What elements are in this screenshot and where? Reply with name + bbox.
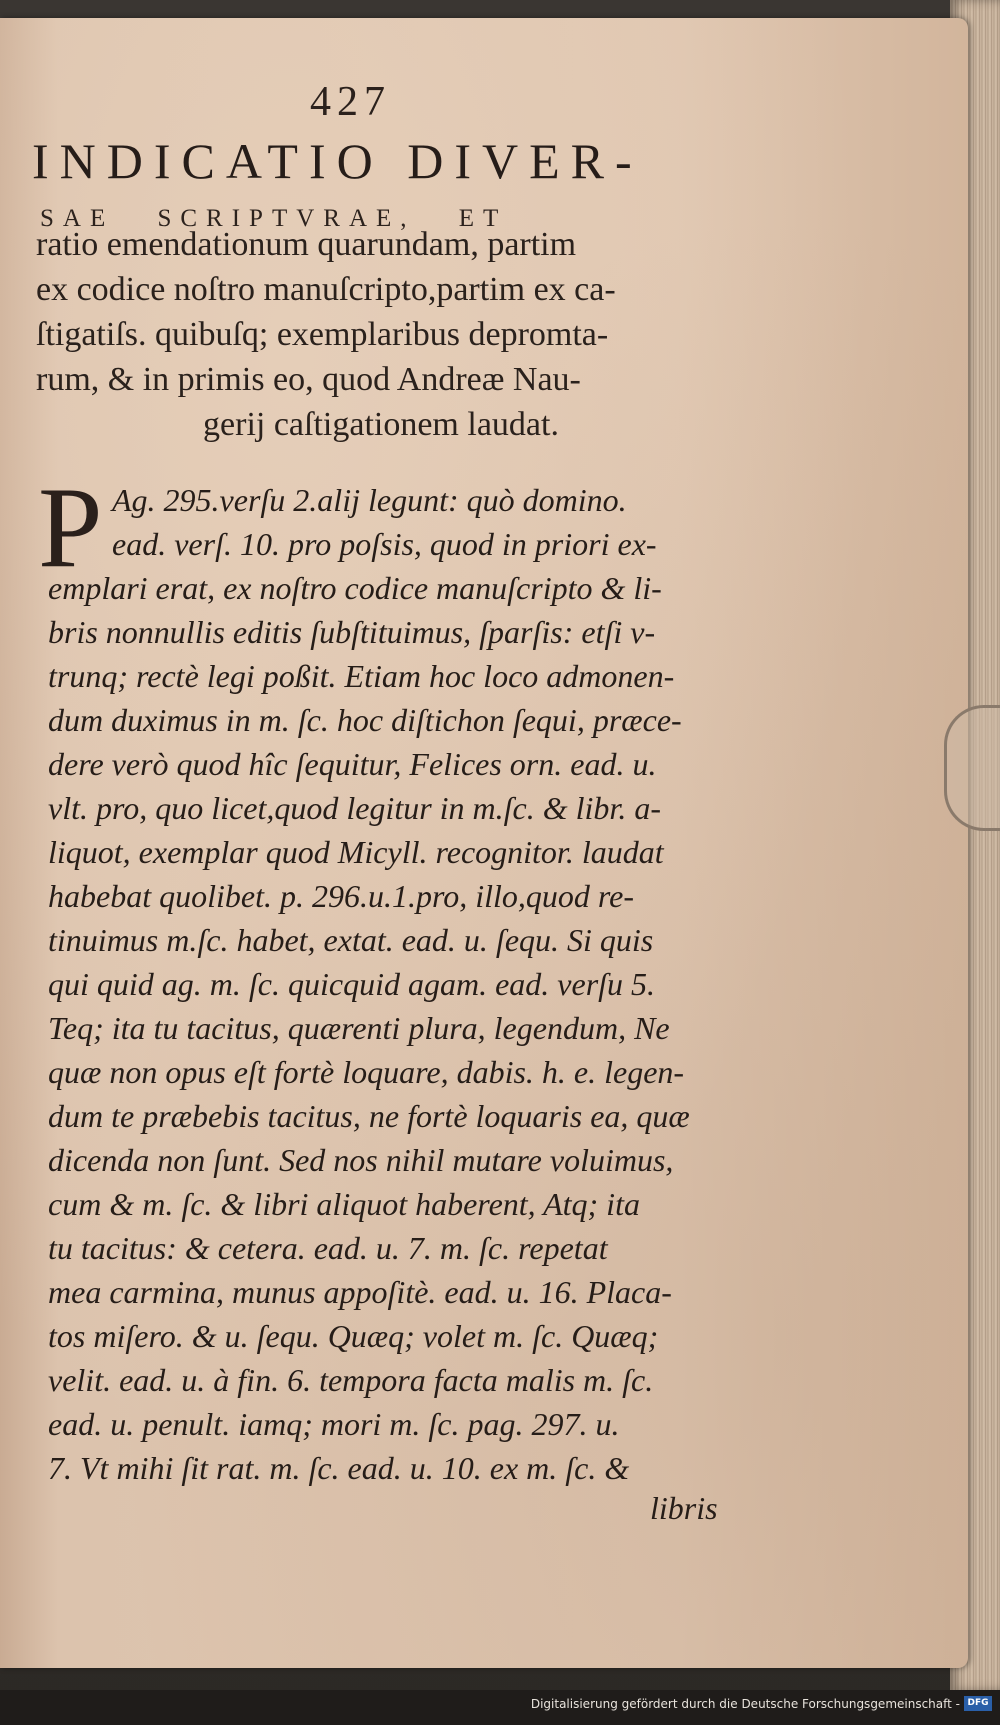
intro-line: ſtigatiſs. quibuſq; exemplaribus depromta- [36, 316, 609, 353]
page-clip [944, 705, 1000, 831]
body-line: mea carmina, munus appoſitè. ead. u. 16. Placa- [48, 1274, 672, 1310]
body-line: vlt. pro, quo licet,quod legitur in m.ſc. & libr. a- [48, 790, 661, 826]
body-line: cum & m. ſc. & libri aliquot haberent, Atq; ita [48, 1186, 640, 1222]
body-line: dum duximus in m. ſc. hoc diſtichon ſequi, præce- [48, 702, 682, 738]
section-heading-line-1: INDICATIO DIVER- [32, 133, 643, 189]
dfg-logo: DFG [964, 1696, 992, 1711]
body-line: liquot, exemplar quod Micyll. recognitor. laudat [48, 834, 664, 870]
body-line: emplari erat, ex noſtro codice manuſcripto & li- [48, 570, 662, 606]
catchword: libris [650, 1490, 718, 1526]
body-line: velit. ead. u. à fin. 6. tempora facta malis m. ſc. [48, 1362, 654, 1398]
body-line: dere verò quod hîc ſequitur, Felices orn. ead. u. [48, 746, 657, 782]
drop-cap-initial: P [38, 464, 103, 592]
funding-credit: Digitalisierung gefördert durch die Deutsche Forschungsgemeinschaft - [530, 1697, 960, 1711]
body-line: Teq; ita tu tacitus, quærenti plura, legendum, Ne [48, 1010, 670, 1046]
body-line: 7. Vt mihi ſit rat. m. ſc. ead. u. 10. ex m. ſc. & [48, 1450, 630, 1486]
body-line: trunq; rectè legi poßit. Etiam hoc loco admonen- [48, 658, 675, 694]
body-line: qui quid ag. m. ſc. quicquid agam. ead. verſu 5. [48, 966, 656, 1002]
body-line: ead. u. penult. iamq; mori m. ſc. pag. 297. u. [48, 1406, 620, 1442]
section-heading-line-2: SAE SCRIPTVRAE, ET [40, 205, 508, 232]
body-line: ead. verſ. 10. pro poſsis, quod in priori ex- [112, 526, 657, 562]
intro-line: gerij caſtigationem laudat. [203, 406, 559, 443]
body-line: quæ non opus eſt fortè loquare, dabis. h. e. legen- [48, 1054, 685, 1090]
page-number: 427 [310, 79, 391, 125]
intro-line: rum, & in primis eo, quod Andreæ Nau- [36, 361, 581, 398]
body-line: Ag. 295.verſu 2.alij legunt: quò domino. [112, 482, 627, 518]
body-line: tos miſero. & u. ſequ. Quæq; volet m. ſc. Quæq; [48, 1318, 659, 1354]
body-line: dum te præbebis tacitus, ne fortè loquaris ea, quæ [48, 1098, 690, 1134]
body-line: habebat quolibet. p. 296.u.1.pro, illo,quod re- [48, 878, 635, 914]
body-line: dicenda non ſunt. Sed nos nihil mutare voluimus, [48, 1142, 674, 1178]
body-line: tinuimus m.ſc. habet, extat. ead. u. ſequ. Si quis [48, 922, 654, 958]
body-line: bris nonnullis editis ſubſtituimus, ſparſis: etſi v- [48, 614, 656, 650]
body-line: tu tacitus: & cetera. ead. u. 7. m. ſc. repetat [48, 1230, 608, 1266]
intro-line: ratio emendationum quarundam, partim [36, 226, 577, 263]
intro-line: ex codice noſtro manuſcripto,partim ex ca- [36, 271, 616, 308]
